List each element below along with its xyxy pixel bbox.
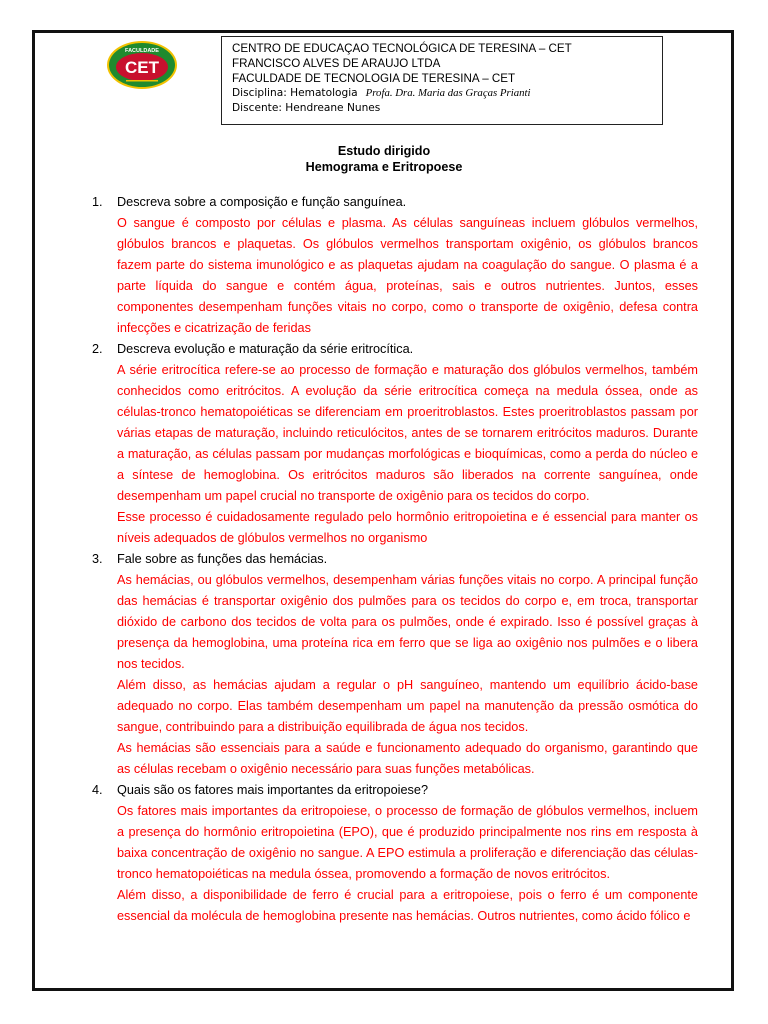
question-text: Descreva evolução e maturação da série eritrocítica. [117,342,414,356]
question-text: Fale sobre as funções das hemácias. [117,552,328,566]
header-line-2: FRANCISCO ALVES DE ARAUJO LTDA [232,57,441,70]
questions-list [92,192,698,927]
header-line-1: CENTRO DE EDUCAÇAO TECNOLÓGICA DE TERESINA – CET [232,42,572,55]
answer-paragraph: Além disso, as hemácias ajudam a regular o pH sanguíneo, mantendo um equilíbrio ácido-base adequado no corpo. Elas também desempenham um papel na manutenção da pressão osmótica do sangue, contribuindo para a distribuição equilibrada de água nos tecidos. [117,678,698,734]
document-subtitle: Hemograma e Eritropoese [305,160,463,174]
logo-main-text: CET [125,58,159,77]
question-2 [92,339,698,360]
faculdade-cet-logo [106,40,178,90]
question-text: Descreva sobre a composição e função sanguínea. [117,195,407,209]
question-text: Quais são os fatores mais importantes da eritropoiese? [117,783,428,797]
question-number: 3. [92,552,103,566]
question-4 [92,780,698,801]
question-1 [92,192,698,213]
answer-paragraph: As hemácias são essenciais para a saúde e funcionamento adequado do organismo, garantindo que as células recebam o oxigênio necessário para suas funções metabólicas. [117,741,698,776]
disciplina-label: Disciplina: Hematologia [232,87,358,99]
header-line-3: FACULDADE DE TECNOLOGIA DE TERESINA – CET [232,72,516,85]
answer-paragraph: As hemácias, ou glóbulos vermelhos, desempenham várias funções vitais no corpo. A principal função das hemácias é transportar oxigênio dos pulmões para os tecidos do corpo e, em troca, transportar dióxido de carbono dos tecidos de volta para os pulmões, onde é expirado. Isso é possível graças à presença da hemoglobina, uma proteína rica em ferro que se liga ao oxigênio nos pulmões e o libera nos tecidos. [117,573,698,671]
disciplina-line [232,86,662,101]
question-number: 4. [92,783,103,797]
answer-paragraph: Esse processo é cuidadosamente regulado pelo hormônio eritropoietina e é essencial para manter os níveis adequados de glóbulos vermelhos no organismo [117,510,698,545]
document-title: Estudo dirigido [337,144,431,158]
answer-paragraph: Os fatores mais importantes da eritropoiese, o processo de formação de glóbulos vermelhos, incluem a presença do hormônio eritropoietina (EPO), que é produzido principalmente nos rins em resposta à baixa concentração de oxigênio no sangue. A EPO estimula a proliferação e diferenciação das células-tronco hematopoiéticas na medula óssea, promovendo a formação de novos eritrócitos. [117,804,698,881]
professora-name: Profa. Dra. Maria das Graças Prianti [365,87,531,99]
logo-top-text: FACULDADE [125,48,159,54]
answer-paragraph: O sangue é composto por células e plasma. As células sanguíneas incluem glóbulos vermelhos, glóbulos brancos e plaquetas. Os glóbulos vermelhos transportam oxigênio, os glóbulos brancos fazem parte do sistema imunológico e as plaquetas ajudam na coagulação do sangue. O plasma é a parte líquida do sangue e contém água, proteínas, sais e outros nutrientes. Juntos, esses componentes desempenham funções vitais no corpo, como o transporte de oxigênio, defesa contra infecções e cicatrização de feridas [117,216,698,335]
question-number: 2. [92,342,103,356]
question-number: 1. [92,195,103,209]
discente-line: Discente: Hendreane Nunes [232,102,381,114]
answer-paragraph: Além disso, a disponibilidade de ferro é crucial para a eritropoiese, pois o ferro é um componente essencial da molécula de hemoglobina presente nas hemácias. Outros nutrientes, como ácido fólico e [117,888,698,923]
question-3 [92,549,698,570]
document-title-block [0,143,768,175]
answer-paragraph: A série eritrocítica refere-se ao processo de formação e maturação dos glóbulos vermelhos, também conhecidos como eritrócitos. A evolução da série eritrocítica começa na medula óssea, onde as células-tronco hematopoiéticas se diferenciam em proeritroblastos. Estes proeritroblastos passam por várias etapas de maturação, incluindo reticulócitos, antes de se tornarem eritrócitos maduros. Durante a maturação, as células passam por mudanças morfológicas e bioquímicas, como a perda do núcleo e a síntese de hemoglobina. Os eritrócitos maduros são liberados na corrente sanguínea, onde desempenham um papel crucial no transporte de oxigênio para os tecidos do corpo. [117,363,698,503]
institution-header [221,36,663,125]
